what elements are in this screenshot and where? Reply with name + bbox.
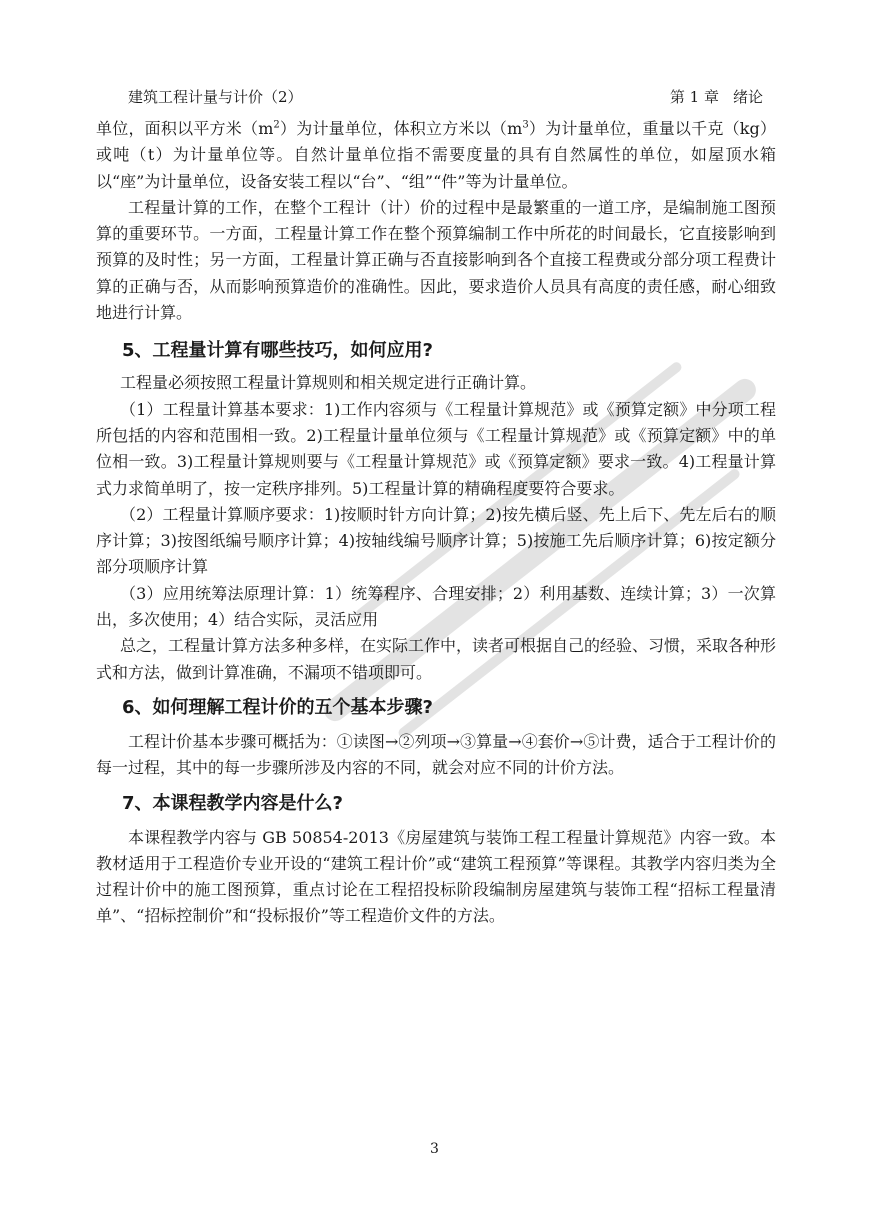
section-heading-7: 7、本课程教学内容是什么? (122, 792, 343, 814)
paragraph-course-content: 本课程教学内容与 GB 50854-2013《房屋建筑与装饰工程工程量计算规范》内容一致。本教材适用于工程造价专业开设的“建筑工程计价”或“建筑工程预算”等课程。其教学内容归类为全过程计价中的施工图预算，重点讨论在工程招投标阶段编制房屋建筑与装饰工程“招标工程量清单”、“招标控制价”和“投标报价”等工程造价文件的方法。 (96, 827, 776, 926)
chapter-label (670, 86, 763, 107)
page-body (96, 116, 776, 930)
page-number: 3 (430, 1141, 439, 1157)
chapter-number: 第 1 章 (669, 88, 719, 106)
book-title: 建筑工程计量与计价（2） (128, 88, 303, 106)
paragraph-summary: 总之，工程量计算方法多种多样，在实际工作中，读者可根据自己的经验、习惯，采取各种形式和方法，做到计算准确，不漏项不错项即可。 (96, 636, 777, 682)
section-heading-5: 5、工程量计算有哪些技巧，如何应用? (122, 340, 433, 362)
section-heading-6: 6、如何理解工程计价的五个基本步骤? (122, 696, 433, 718)
paragraph-five-steps: 工程计价基本步骤可概括为：①读图→②列项→③算量→④套价→⑤计费，适合于工程计价的每一过程，其中的每一步骤所涉及内容的不同，就会对应不同的计价方法。 (96, 731, 776, 778)
paragraph-rules: 工程量必须按照工程量计算规则和相关规定进行正确计算。 (120, 373, 537, 393)
paragraph-units: 单位，面积以平方米$(m^2)$为计量单位，体积立方米以$(m^3)$为计量单位，重量以千克（kg）或吨（t）为计量单位等。自然计量单位指不需要度量的具有自然属性的单位，如屋顶水箱以“座”为计量单位，设备安装工程以“台”、“组”“件”等为计量单位。 (96, 119, 776, 191)
paragraph-overall-planning: （3）应用统筹法原理计算：1）统筹程序、合理安排；2）利用基数、连续计算；3）一次算出，多次使用；4）结合实际，灵活应用 (96, 583, 776, 630)
paragraph-quantity-work: 工程量计算的工作，在整个工程计（计）价的过程中是最繁重的一道工序，是编制施工图预算的重要环节。一方面，工程量计算工作在整个预算编制工作中所花的时间最长，它直接影响到预算的及时性；另一方面，工程量计算正确与否直接影响到各个直接工程费或分部分项工程费计算的正确与否，从而影响预算造价的准确性。因此，要求造价人员具有高度的责任感，耐心细致地进行计算。 (96, 197, 776, 323)
paragraph-order-requirements: （2）工程量计算顺序要求：1)按顺时针方向计算；2)按先横后竖、先上后下、先左后右的顺序计算；3)按图纸编号顺序计算；4)按轴线编号顺序计算；5)按施工先后顺序计算；6)按定额分部分项顺序计算 (96, 504, 776, 577)
paragraph-basic-requirements: （1）工程量计算基本要求：1)工作内容须与《工程量计算规范》或《预算定额》中分项工程所包括的内容和范围相一致。2)工程量计量单位须与《工程量计算规范》或《预算定额》中的单位相一致。3)工程量计算规则要与《工程量计算规范》或《预算定额》要求一致。4)工程量计算式力求简单明了，按一定秩序排列。5)工程量计算的精确程度要符合要求。 (96, 399, 776, 498)
page-header (128, 86, 763, 108)
chapter-title: 绪论 (732, 88, 763, 106)
